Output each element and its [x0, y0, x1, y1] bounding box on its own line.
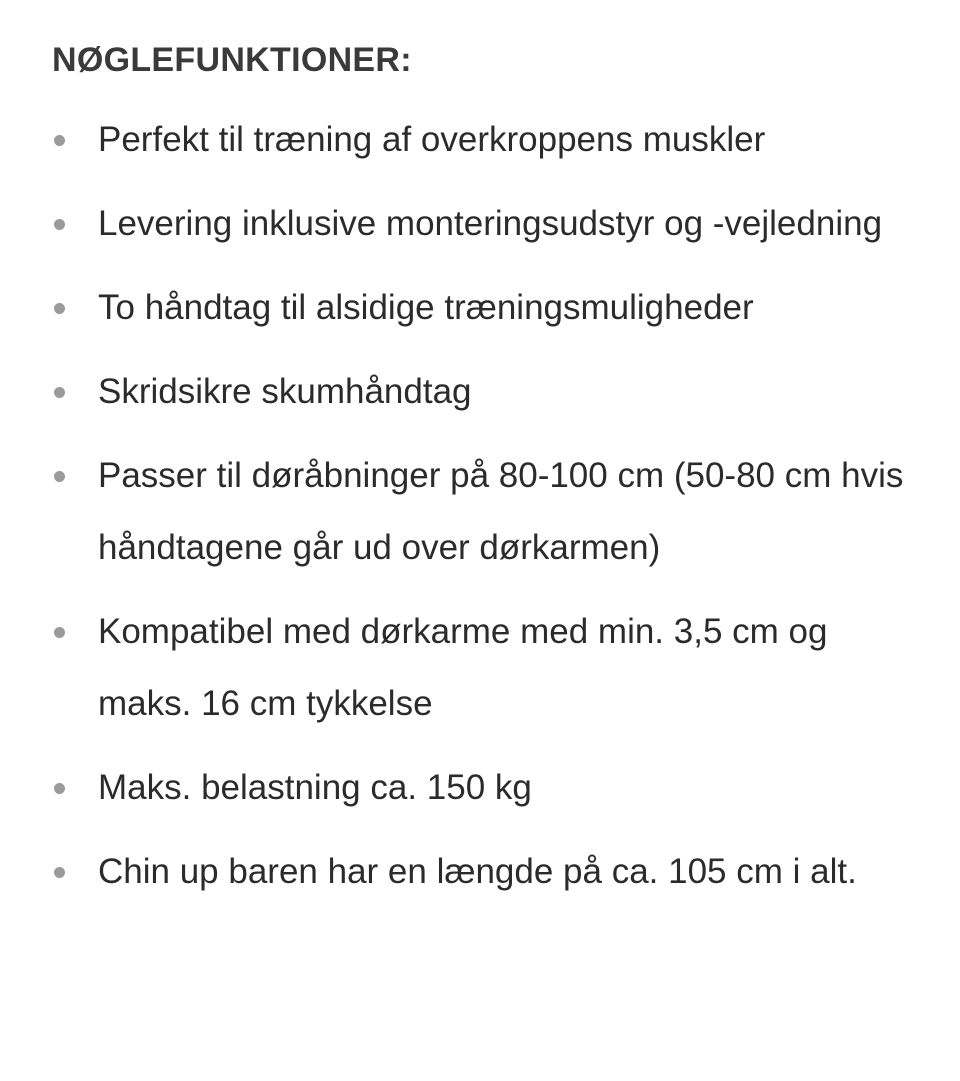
feature-text: Perfekt til træning af overkroppens muskler: [98, 120, 766, 159]
feature-text: Kompatibel med dørkarme med min. 3,5 cm og maks. 16 cm tykkelse: [98, 612, 828, 723]
feature-text: Chin up baren har en længde på ca. 105 cm i alt.: [98, 852, 857, 891]
bullet-dot-icon: [54, 303, 65, 314]
feature-text: To håndtag til alsidige træningsmuligheder: [98, 288, 754, 327]
bullet-dot-icon: [54, 387, 65, 398]
list-item: [52, 596, 920, 740]
list-item: [52, 104, 920, 176]
bullet-dot-icon: [54, 471, 65, 482]
bullet-dot-icon: [54, 627, 65, 638]
list-item: [52, 752, 920, 824]
section-heading: NØGLEFUNKTIONER:: [52, 41, 412, 79]
bullet-dot-icon: [54, 135, 65, 146]
list-item: [52, 188, 920, 260]
feature-text: Levering inklusive monteringsudstyr og -vejledning: [98, 204, 883, 243]
feature-text: Skridsikre skumhåndtag: [98, 372, 472, 411]
list-item: [52, 836, 920, 908]
feature-text: Maks. belastning ca. 150 kg: [98, 768, 532, 807]
feature-text: Passer til døråbninger på 80-100 cm (50-80 cm hvis håndtagene går ud over dørkarmen): [98, 456, 904, 567]
bullet-dot-icon: [54, 219, 65, 230]
bullet-dot-icon: [54, 783, 65, 794]
list-item: [52, 272, 920, 344]
list-item: [52, 356, 920, 428]
feature-list: [52, 104, 920, 908]
list-item: [52, 440, 920, 584]
bullet-dot-icon: [54, 867, 65, 878]
